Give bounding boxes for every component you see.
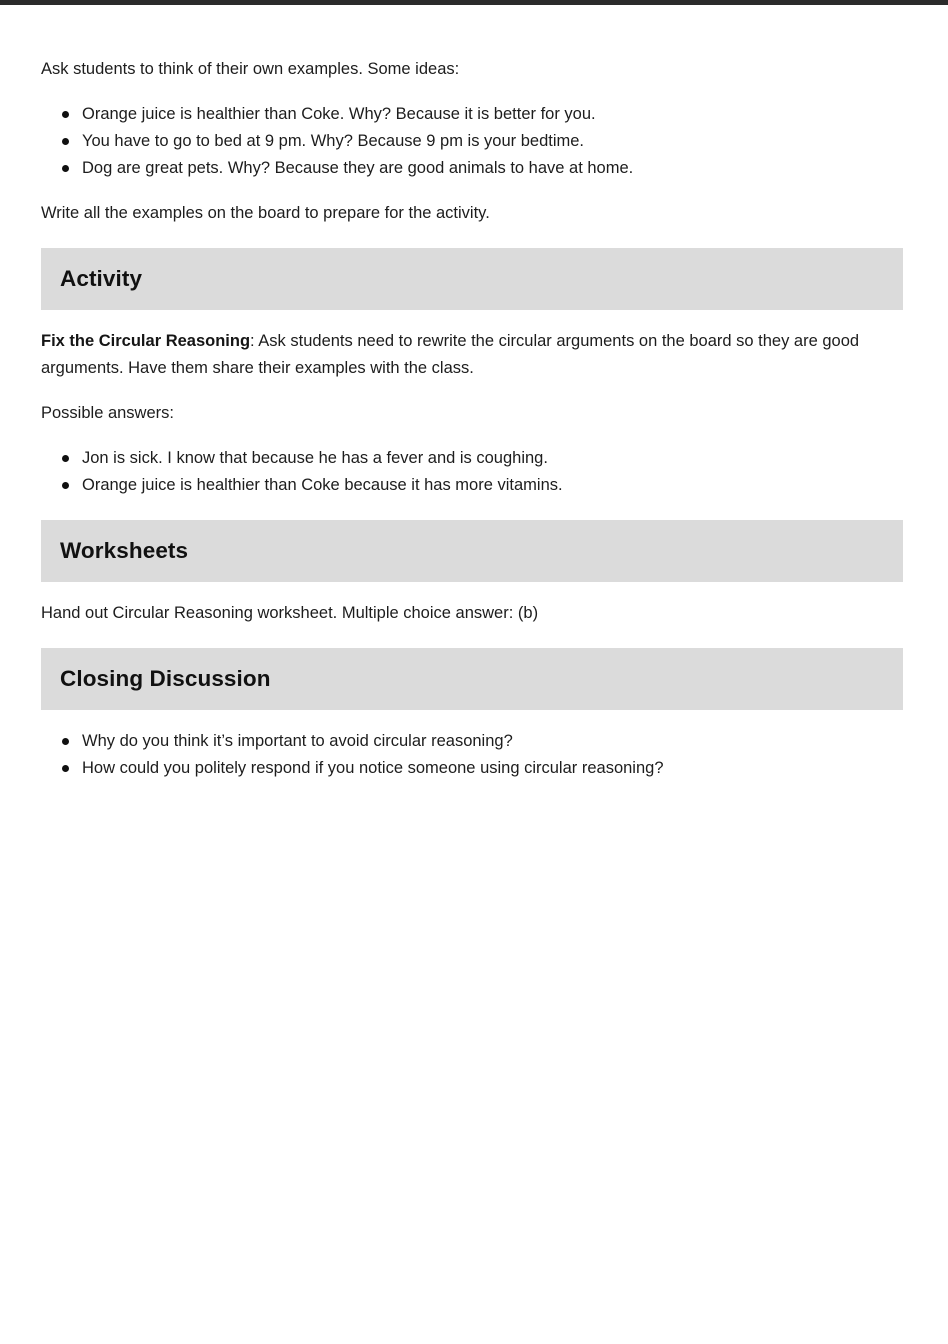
worksheets-paragraph: Hand out Circular Reasoning worksheet. Multiple choice answer: (b) [41,604,539,622]
list-item: Orange juice is healthier than Coke. Why? Because it is better for you. [61,101,903,128]
example-ideas-list [41,101,903,182]
board-paragraph: Write all the examples on the board to prepare for the activity. [41,204,490,222]
list-item: Orange juice is healthier than Coke because it has more vitamins. [61,472,903,499]
activity-task-paragraph [41,328,903,382]
activity-heading: Activity [60,266,143,291]
list-item: Why do you think it’s important to avoid circular reasoning? [61,728,903,755]
section-header-worksheets [41,520,903,582]
list-item: Jon is sick. I know that because he has a fever and is coughing. [61,445,903,472]
list-item: How could you politely respond if you notice someone using circular reasoning? [61,755,903,782]
section-header-closing-discussion [41,648,903,710]
activity-task-text: : Ask students need to rewrite the circular arguments on the board so they are good arguments. Have them share their examples with the class. [41,332,860,377]
list-item: You have to go to bed at 9 pm. Why? Because 9 pm is your bedtime. [61,128,903,155]
document-body [0,5,948,782]
list-item: Dog are great pets. Why? Because they are good animals to have at home. [61,155,903,182]
intro-paragraph: Ask students to think of their own examples. Some ideas: [41,60,460,78]
possible-answers-label: Possible answers: [41,404,174,422]
possible-answers-list [41,445,903,499]
worksheets-heading: Worksheets [60,538,189,563]
closing-questions-list [41,728,903,782]
closing-discussion-heading: Closing Discussion [60,666,271,691]
activity-task-title: Fix the Circular Reasoning [41,332,251,350]
section-header-activity [41,248,903,310]
